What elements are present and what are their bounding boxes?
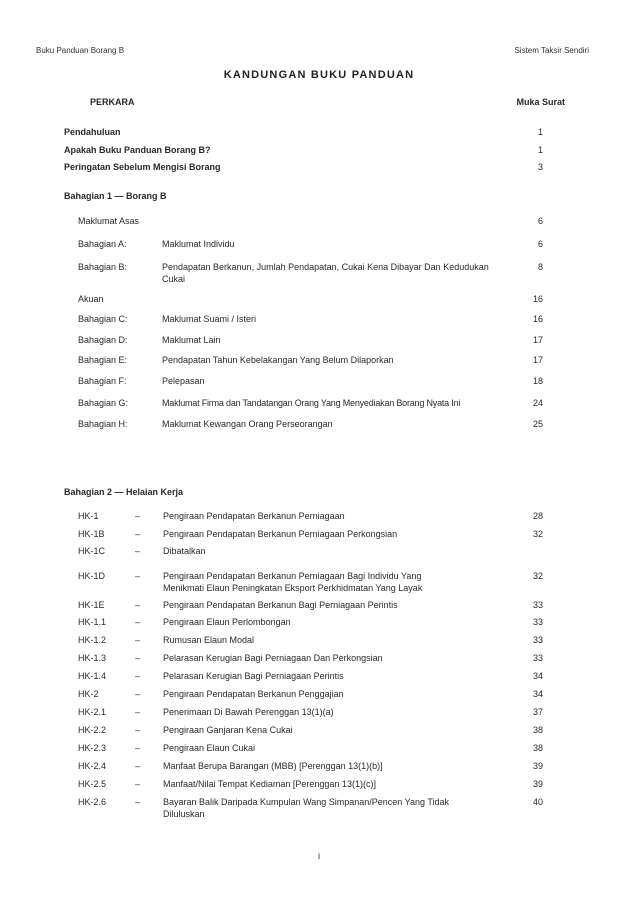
toc-entry-page: 40 <box>532 797 543 807</box>
toc-entry-desc: Pengiraan Pendapatan Berkanun Perniagaan Bagi Individu Yang Menikmati Elaun Peningkatan Eksport Perkhidmatan Yang Layak <box>163 571 423 593</box>
toc-entry-page: 6 <box>537 216 543 226</box>
toc-entry-desc: Pengiraan Ganjaran Kena Cukai <box>163 725 293 735</box>
toc-entry-desc: Pengiraan Elaun Cukai <box>163 743 256 753</box>
toc-entry-code: Bahagian F: <box>78 376 127 386</box>
toc-entry-page: 24 <box>532 398 543 408</box>
toc-entry-dash: – <box>135 617 141 627</box>
toc-entry-code: HK-1.2 <box>78 635 107 645</box>
toc-entry-desc: Pengiraan Pendapatan Berkanun Perniagaan <box>163 511 345 521</box>
toc-entry-code: HK-2.3 <box>78 743 107 753</box>
toc-entry-desc: Pelepasan <box>162 376 205 386</box>
toc-entry-code: HK-2 <box>78 689 99 699</box>
toc-entry-code: HK-2.5 <box>78 779 107 789</box>
toc-entry-dash: – <box>135 600 141 610</box>
toc-entry-label: Apakah Buku Panduan Borang B? <box>64 145 211 155</box>
toc-entry-desc: Pengiraan Pendapatan Berkanun Perniagaan Perkongsian <box>163 529 398 539</box>
toc-entry-code: HK-1.1 <box>78 617 107 627</box>
toc-entry-page: 38 <box>532 743 543 753</box>
toc-entry-code: HK-1.3 <box>78 653 107 663</box>
toc-entry-desc: Maklumat Suami / Isteri <box>162 314 257 324</box>
toc-entry-dash: – <box>135 511 141 521</box>
toc-entry-page: 33 <box>532 635 543 645</box>
toc-entry-page: 18 <box>532 376 543 386</box>
toc-entry-dash: – <box>135 571 141 581</box>
toc-entry-dash: – <box>135 743 141 753</box>
toc-entry-code: HK-1D <box>78 571 106 581</box>
toc-entry-page: 33 <box>532 653 543 663</box>
toc-entry-desc: Pendapatan Berkanun, Jumlah Pendapatan, Cukai Kena Dibayar Dan Kedudukan Cukai <box>162 262 489 284</box>
toc-entry-page: 33 <box>532 600 543 610</box>
toc-entry-dash: – <box>135 635 141 645</box>
toc-entry-page: 17 <box>532 335 543 345</box>
page-number: i <box>318 851 320 861</box>
toc-entry-dash: – <box>135 671 141 681</box>
toc-entry-code: Akuan <box>78 294 104 304</box>
toc-entry-page: 1 <box>537 127 543 137</box>
toc-entry-dash: – <box>135 653 141 663</box>
toc-entry-dash: – <box>135 779 141 789</box>
column-header-item: PERKARA <box>90 97 135 107</box>
toc-entry-code: Bahagian A: <box>78 239 127 249</box>
toc-entry-code: Bahagian D: <box>78 335 128 345</box>
section-heading-label: Bahagian 1 — Borang B <box>64 191 167 201</box>
toc-entry-desc: Maklumat Firma dan Tandatangan Orang Yang Menyediakan Borang Nyata Ini <box>162 398 461 408</box>
column-header-page: Muka Surat <box>516 97 565 107</box>
toc-entry-page: 37 <box>532 707 543 717</box>
section-heading-label: Bahagian 2 — Helaian Kerja <box>64 487 184 497</box>
toc-entry-desc: Maklumat Individu <box>162 239 235 249</box>
toc-entry-code: HK-1 <box>78 511 99 521</box>
toc-entry-dash: – <box>135 707 141 717</box>
toc-entry-code: HK-2.2 <box>78 725 107 735</box>
toc-entry-code: HK-1B <box>78 529 105 539</box>
toc-entry-dash: – <box>135 725 141 735</box>
toc-entry-code: Bahagian H: <box>78 419 128 429</box>
toc-entry-desc: Pengiraan Pendapatan Berkanun Penggajian <box>163 689 344 699</box>
toc-entry-page: 6 <box>537 239 543 249</box>
toc-entry-page: 16 <box>532 314 543 324</box>
toc-entry-page: 3 <box>537 162 543 172</box>
toc-entry-code: HK-2.6 <box>78 797 107 807</box>
toc-entry-page: 38 <box>532 725 543 735</box>
toc-entry-page: 17 <box>532 355 543 365</box>
toc-entry-code: HK-2.1 <box>78 707 107 717</box>
toc-entry-page: 39 <box>532 761 543 771</box>
toc-entry-page: 8 <box>537 262 543 272</box>
toc-entry-dash: – <box>135 797 141 807</box>
toc-entry-page: 33 <box>532 617 543 627</box>
toc-entry-desc: Pelarasan Kerugian Bagi Perniagaan Dan Perkongsian <box>163 653 383 663</box>
toc-entry-page: 25 <box>532 419 543 429</box>
toc-entry-page: 1 <box>537 145 543 155</box>
toc-entry-dash: – <box>135 529 141 539</box>
toc-entry-page: 39 <box>532 779 543 789</box>
toc-entry-code: Maklumat Asas <box>78 216 140 226</box>
toc-entry-label: Pendahuluan <box>64 127 121 137</box>
toc-entry-desc: Bayaran Balik Daripada Kumpulan Wang Simpanan/Pencen Yang Tidak Diluluskan <box>163 797 450 819</box>
running-header-right: Sistem Taksir Sendiri <box>514 46 589 55</box>
page-title: KANDUNGAN BUKU PANDUAN <box>223 69 415 81</box>
toc-entry-code: Bahagian C: <box>78 314 128 324</box>
toc-entry-code: HK-1E <box>78 600 105 610</box>
toc-entry-desc: Maklumat Lain <box>162 335 221 345</box>
toc-entry-page: 34 <box>532 671 543 681</box>
toc-entry-dash: – <box>135 689 141 699</box>
toc-entry-desc: Pelarasan Kerugian Bagi Perniagaan Perintis <box>163 671 344 681</box>
toc-entry-desc: Pengiraan Pendapatan Berkanun Bagi Perniagaan Perintis <box>163 600 398 610</box>
toc-entry-desc: Pendapatan Tahun Kebelakangan Yang Belum Dilaporkan <box>162 355 394 365</box>
toc-entry-desc: Dibatalkan <box>163 546 206 556</box>
running-header-left: Buku Panduan Borang B <box>36 46 125 55</box>
toc-entry-page: 32 <box>532 529 543 539</box>
toc-entry-dash: – <box>135 546 141 556</box>
toc-entry-page: 32 <box>532 571 543 581</box>
toc-entry-code: HK-1C <box>78 546 106 556</box>
toc-entry-page: 28 <box>532 511 543 521</box>
toc-entry-desc: Penerimaan Di Bawah Perenggan 13(1)(a) <box>163 707 334 717</box>
toc-entry-code: Bahagian B: <box>78 262 128 272</box>
toc-entry-label: Peringatan Sebelum Mengisi Borang <box>64 162 221 172</box>
toc-entry-code: Bahagian G: <box>78 398 129 408</box>
toc-entry-desc: Maklumat Kewangan Orang Perseorangan <box>162 419 333 429</box>
toc-entry-desc: Manfaat/Nilai Tempat Kediaman [Perenggan 13(1)(c)] <box>163 779 376 789</box>
toc-entry-page: 34 <box>532 689 543 699</box>
toc-entry-page: 16 <box>532 294 543 304</box>
toc-entry-code: Bahagian E: <box>78 355 128 365</box>
toc-entry-code: HK-2.4 <box>78 761 107 771</box>
toc-entry-desc: Pengiraan Elaun Perlombongan <box>163 617 291 627</box>
toc-entry-dash: – <box>135 761 141 771</box>
toc-entry-code: HK-1.4 <box>78 671 107 681</box>
toc-entry-desc: Manfaat Berupa Barangan (MBB) [Perenggan 13(1)(b)] <box>163 761 383 771</box>
toc-entry-desc: Rumusan Elaun Modal <box>163 635 255 645</box>
